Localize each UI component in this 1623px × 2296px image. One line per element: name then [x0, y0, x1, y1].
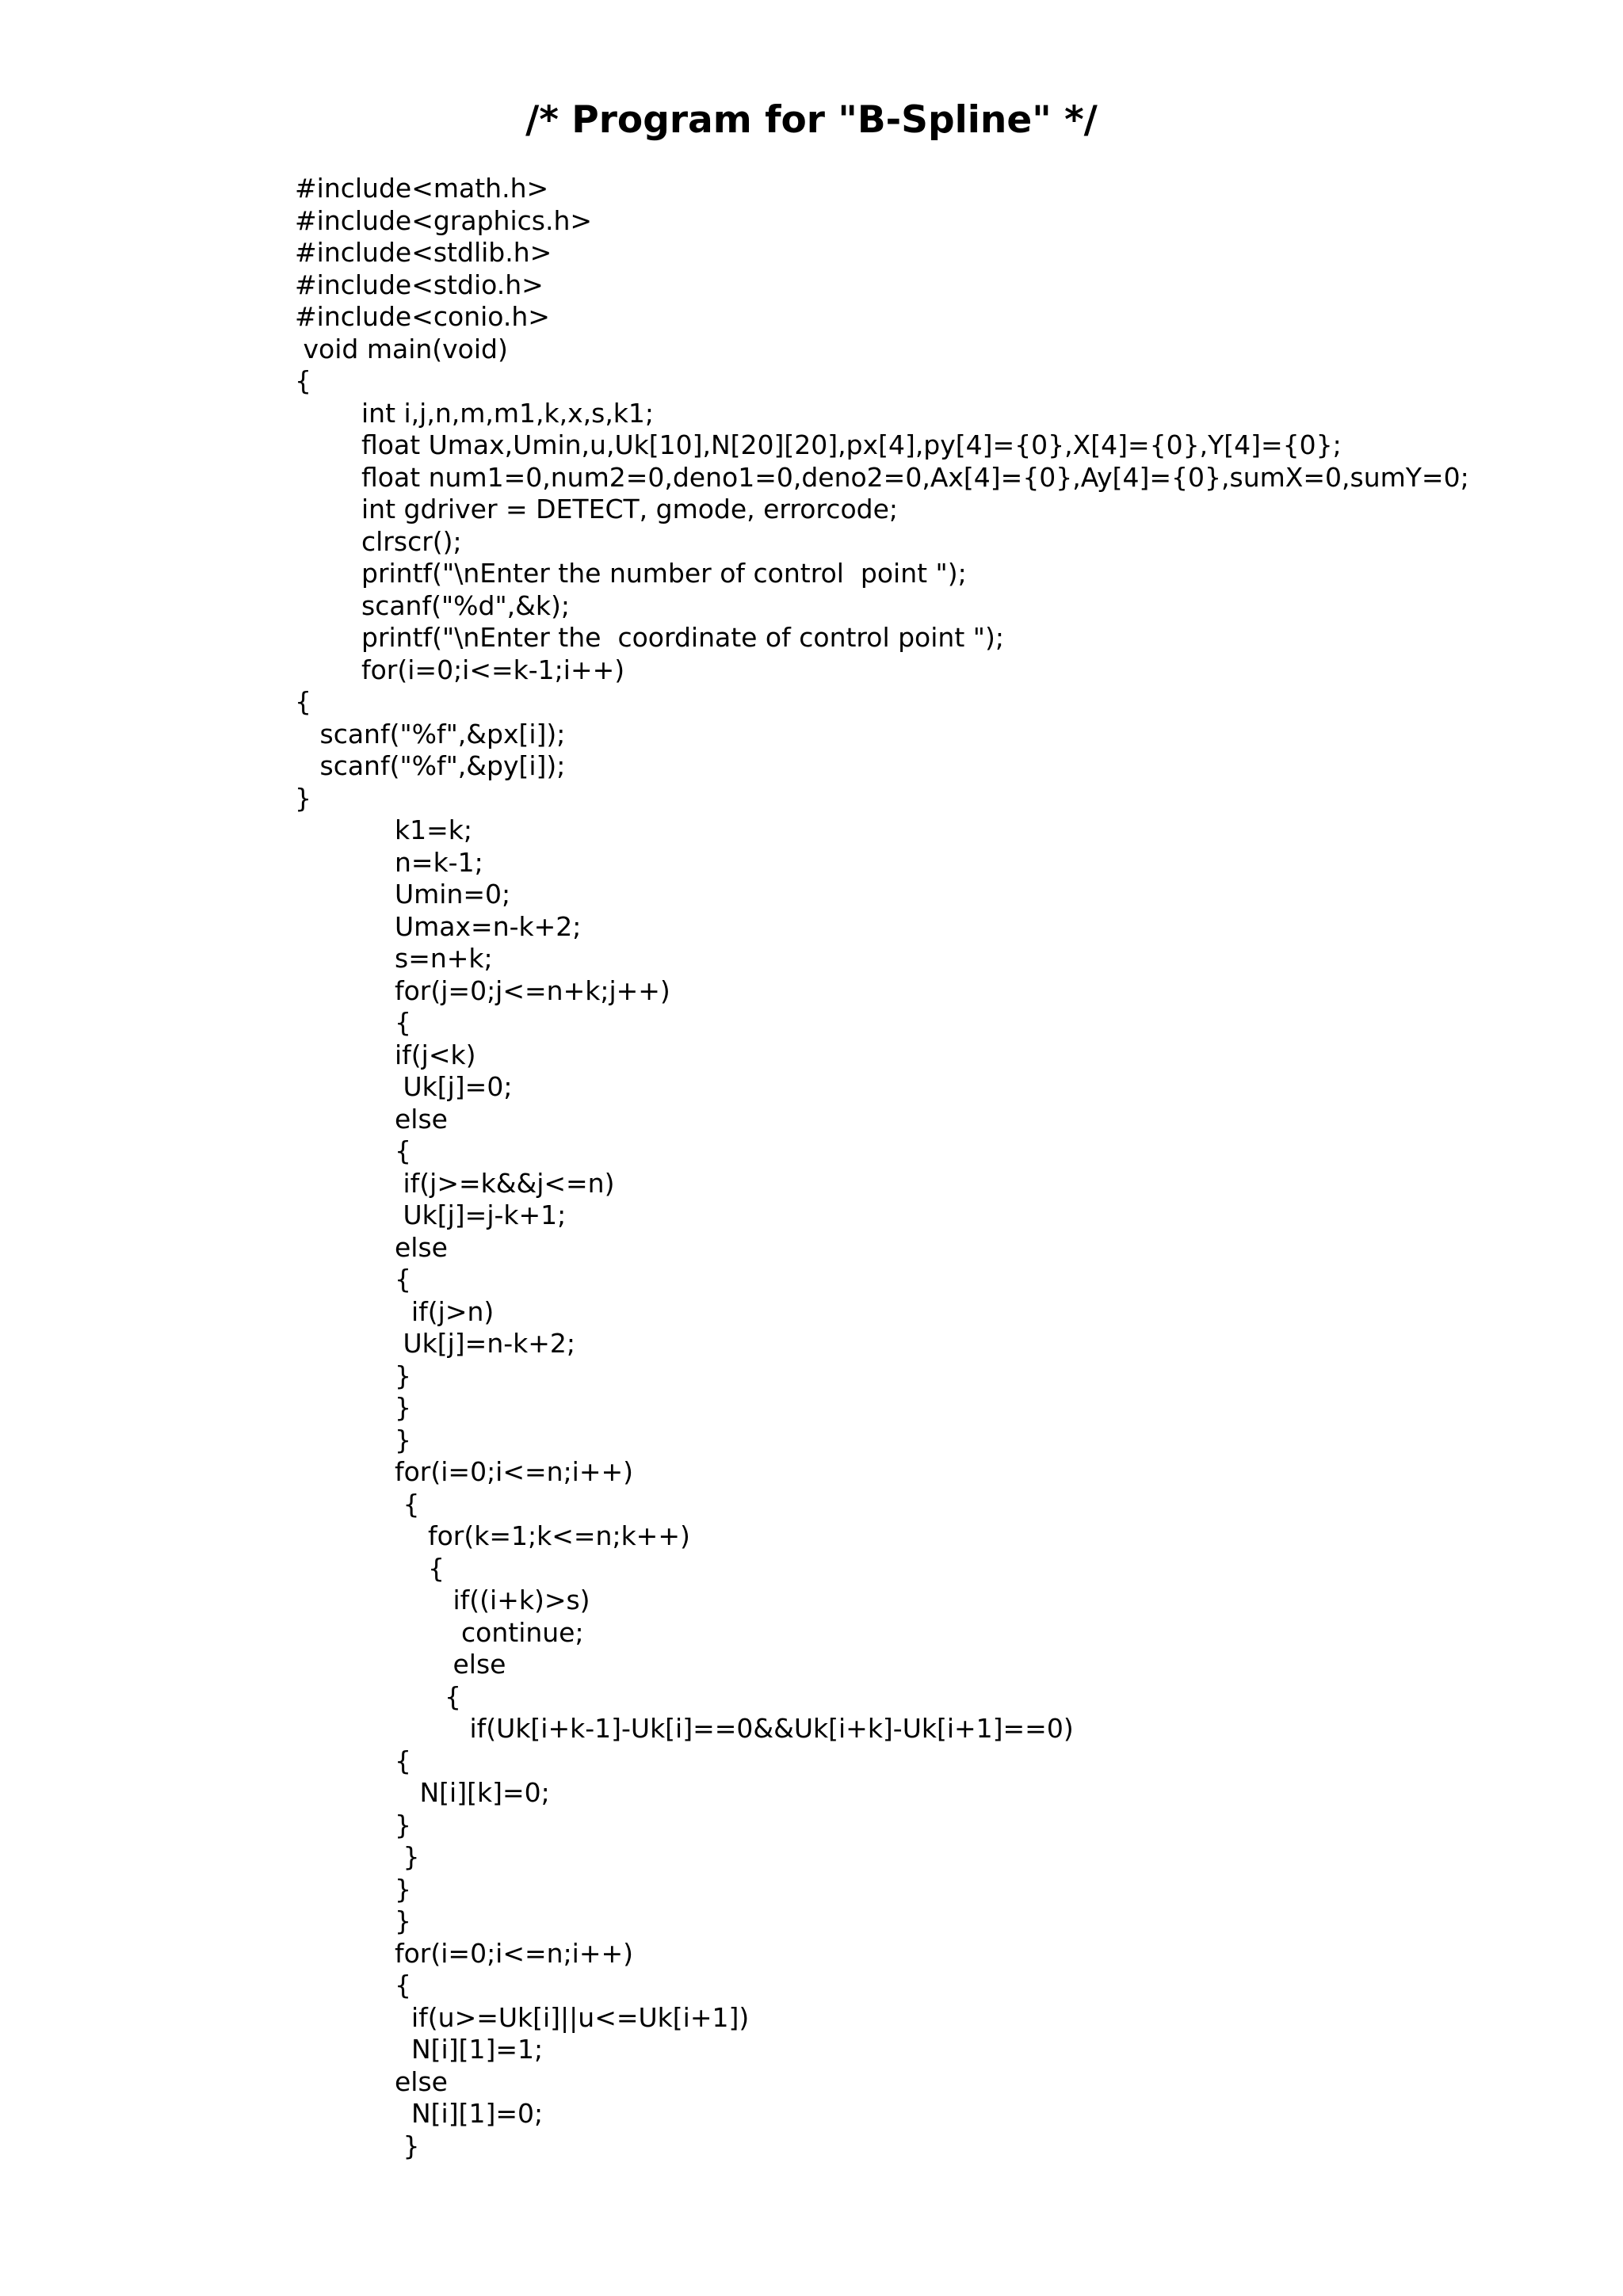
code-listing [295, 173, 1594, 2162]
code-line: s=n+k; [395, 943, 493, 974]
code-line: if((i+k)>s) [453, 1585, 590, 1615]
code-line: } [295, 782, 311, 814]
code-line: Umin=0; [395, 879, 511, 910]
page-title: /* Program for "B-Spline" */ [525, 98, 1098, 142]
code-line: scanf("%f",&px[i]); [319, 718, 566, 749]
code-line: n=k-1; [395, 846, 483, 878]
code-line: { [395, 1007, 411, 1038]
code-line: if(j>=k&&j<=n) [403, 1167, 615, 1199]
code-line: if(j<k) [395, 1039, 476, 1070]
code-line: Uk[j]=0; [403, 1071, 513, 1102]
code-line: scanf("%d",&k); [361, 589, 570, 621]
code-line: k1=k; [395, 814, 472, 845]
code-line: float num1=0,num2=0,deno1=0,deno2=0,Ax[4]={0},Ay[4]={0},sumX=0,sumY=0; [361, 461, 1469, 493]
code-line: for(i=0;i<=n;i++) [395, 1937, 634, 1969]
code-line: #include<stdlib.h> [295, 237, 552, 268]
code-line: N[i][1]=1; [411, 2034, 544, 2065]
code-line: } [395, 1873, 411, 1905]
code-line: #include<math.h> [295, 173, 549, 204]
code-line: { [428, 1552, 445, 1584]
code-line: N[i][k]=0; [419, 1777, 550, 1808]
code-line: #include<conio.h> [295, 301, 550, 332]
code-line: } [395, 1809, 411, 1840]
code-line: int gdriver = DETECT, gmode, errorcode; [361, 494, 898, 524]
code-line: else [395, 1103, 448, 1135]
code-line: { [395, 1745, 411, 1776]
code-line: else [395, 1231, 448, 1263]
code-line: for(i=0;i<=k-1;i++) [361, 654, 625, 685]
code-line: { [395, 1135, 411, 1166]
code-line: } [403, 2130, 420, 2161]
code-line: scanf("%f",&py[i]); [319, 750, 566, 781]
code-line: #include<stdio.h> [295, 269, 544, 300]
code-line: { [395, 1970, 411, 2000]
code-line: } [395, 1905, 411, 1936]
code-line: Uk[j]=n-k+2; [403, 1328, 576, 1359]
code-line: N[i][1]=0; [411, 2098, 544, 2129]
code-line: } [395, 1392, 411, 1423]
code-line: #include<graphics.h> [295, 204, 593, 236]
code-line: { [445, 1680, 461, 1712]
code-line: float Umax,Umin,u,Uk[10],N[20][20],px[4],py[4]={0},X[4]={0},Y[4]={0}; [361, 429, 1342, 460]
code-line: { [403, 1488, 420, 1520]
code-line: { [295, 365, 311, 396]
code-line: } [395, 1360, 411, 1391]
code-line: Uk[j]=j-k+1; [403, 1199, 567, 1230]
code-line: if(u>=Uk[i]||u<=Uk[i+1]) [411, 2001, 750, 2033]
code-line: if(j>n) [411, 1295, 495, 1327]
code-line: else [395, 2065, 448, 2097]
code-line: clrscr(); [361, 525, 462, 557]
code-line: { [395, 1264, 411, 1295]
code-line: for(j=0;j<=n+k;j++) [395, 974, 670, 1006]
code-line: { [295, 686, 311, 717]
code-line: for(i=0;i<=n;i++) [395, 1456, 634, 1487]
code-line: printf("\nEnter the number of control point "); [361, 558, 967, 589]
code-line: void main(void) [303, 333, 508, 364]
code-line: } [395, 1424, 411, 1455]
code-line: printf("\nEnter the coordinate of control point "); [361, 622, 1004, 653]
code-line: int i,j,n,m,m1,k,x,s,k1; [361, 397, 655, 429]
code-line: } [403, 1841, 420, 1872]
code-line: for(k=1;k<=n;k++) [428, 1520, 690, 1551]
code-line: Umax=n-k+2; [395, 910, 582, 942]
code-line: if(Uk[i+k-1]-Uk[i]==0&&Uk[i+k]-Uk[i+1]==0) [469, 1713, 1074, 1744]
code-line: else [453, 1649, 506, 1680]
code-line: continue; [461, 1616, 584, 1648]
